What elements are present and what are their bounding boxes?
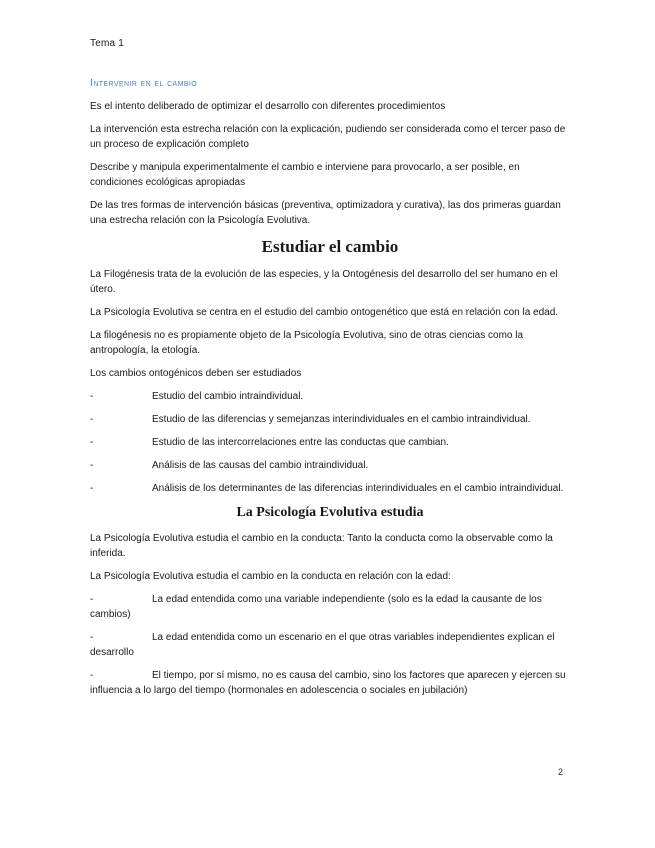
paragraph: Los cambios ontogénicos deben ser estudiados bbox=[90, 368, 302, 379]
paragraph: La Psicología Evolutiva se centra en el estudio del cambio ontogenético que está en relación con la edad. bbox=[90, 307, 559, 318]
list-item-text: La edad entendida como una variable independiente (solo es la edad la causante de los cambios) bbox=[90, 594, 542, 620]
section-heading-psicologia: La Psicología Evolutiva estudia bbox=[236, 505, 424, 520]
paragraph: La Psicología Evolutiva estudia el cambio en la conducta en relación con la edad: bbox=[90, 571, 451, 582]
page-content bbox=[90, 76, 570, 706]
list-item-text: Estudio de las intercorrelaciones entre las conductas que cambian. bbox=[152, 437, 449, 448]
list-item-text: La edad entendida como un escenario en el que otras variables independientes explican el desarrollo bbox=[90, 632, 555, 658]
paragraph: La Psicología Evolutiva estudia el cambio en la conducta: Tanto la conducta como la observable como la inferida. bbox=[90, 533, 553, 559]
list-item-text: Estudio de las diferencias y semejanzas interindividuales en el cambio intraindividual. bbox=[152, 414, 531, 425]
list-dash: - bbox=[90, 414, 94, 425]
list-dash: - bbox=[90, 632, 94, 643]
paragraph: De las tres formas de intervención básicas (preventiva, optimizadora y curativa), las dos primeras guardan una estrecha relación con la Psicología Evolutiva. bbox=[90, 200, 561, 226]
paragraph: La Filogénesis trata de la evolución de las especies, y la Ontogénesis del desarrollo del ser humano en el útero. bbox=[90, 269, 558, 295]
page-number: 2 bbox=[558, 767, 564, 777]
list-item bbox=[90, 592, 570, 622]
paragraph: Describe y manipula experimentalmente el cambio e interviene para provocarlo, a ser posible, en condiciones ecológicas apropiadas bbox=[90, 162, 520, 188]
paragraph: Es el intento deliberado de optimizar el desarrollo con diferentes procedimientos bbox=[90, 101, 446, 112]
list-item bbox=[90, 435, 570, 450]
list-item-text: Estudio del cambio intraindividual. bbox=[152, 391, 304, 402]
section-heading-estudiar: Estudiar el cambio bbox=[261, 237, 399, 256]
list-dash: - bbox=[90, 594, 94, 605]
section-heading-intervenir: Intervenir en el cambio bbox=[90, 77, 198, 89]
list-item bbox=[90, 481, 570, 496]
list-dash: - bbox=[90, 670, 94, 681]
list-dash: - bbox=[90, 391, 94, 402]
list-item-text: El tiempo, por sí mismo, no es causa del cambio, sino los factores que aparecen y ejercen su influencia a lo largo del tiempo (hormonales en adolescencia o sociales en jubilación) bbox=[90, 670, 566, 696]
page-header: Tema 1 bbox=[90, 38, 124, 49]
paragraph: La filogénesis no es propiamente objeto de la Psicología Evolutiva, sino de otras ciencias como la antropología, la etología. bbox=[90, 330, 524, 356]
list-item bbox=[90, 458, 570, 473]
list-item bbox=[90, 668, 570, 698]
list-dash: - bbox=[90, 483, 94, 494]
list-item-text: Análisis de las causas del cambio intraindividual. bbox=[152, 460, 369, 471]
list-item bbox=[90, 389, 570, 404]
list-dash: - bbox=[90, 437, 94, 448]
list-dash: - bbox=[90, 460, 94, 471]
paragraph: La intervención esta estrecha relación con la explicación, pudiendo ser considerada como el tercer paso de un proceso de explicación completo bbox=[90, 124, 566, 150]
list-item-text: Análisis de los determinantes de las diferencias interindividuales en el cambio intraindividual. bbox=[152, 483, 564, 494]
list-item bbox=[90, 412, 570, 427]
list-item bbox=[90, 630, 570, 660]
